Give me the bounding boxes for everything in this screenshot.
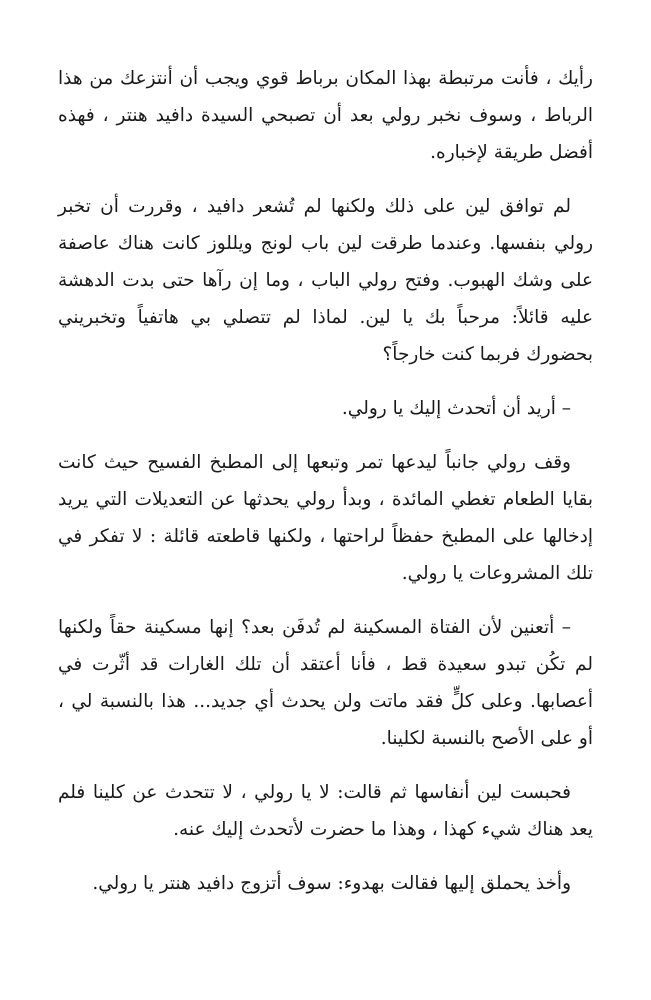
paragraph-2: لم توافق لين على ذلك ولكنها لم تُشعر دافيد ، وقررت أن تخبر رولي بنفسها. وعندما طرقت لين باب لونج ويللوز كانت هناك عاصفة على وشك الهبوب. وفتح رولي الباب ، وما إن رآها حتى بدت الدهشة عليه قائلاً: مرحباً بك يا لين. لماذا لم تتصلي بي هاتفياً وتخبريني بحضورك فربما كنت خارجاً؟	[58, 196, 593, 365]
paragraph-3-dialogue: – أريد أن أتحدث إليك يا رولي.	[341, 398, 571, 419]
paragraph-5-dialogue: – أتعنين لأن الفتاة المسكينة لم تُدفَن بعد؟ إنها مسكينة حقاً ولكنها لم تكُن تبدو سعيدة قط ، فأنا أعتقد أن تلك الغارات قد أثّرت في أعصابها. وعلى كلٍّ فقد ماتت ولن يحدث أي جديد... هذا بالنسبة لي ، أو على الأصح بالنسبة لكلينا.	[58, 617, 593, 749]
paragraph-6: فحبست لين أنفاسها ثم قالت: لا يا رولي ، لا تتحدث عن كلينا فلم يعد هناك شيء كهذا ، وهذا ما حضرت لأتحدث إليك عنه.	[58, 782, 593, 840]
paragraph-1: رأيك ، فأنت مرتبطة بهذا المكان برباط قوي ويجب أن أنتزعك من هذا الرباط ، وسوف نخبر رولي بعد أن تصبحي السيدة دافيد هنتر ، فهذه أفضل طريقة لإخباره.	[58, 68, 593, 163]
paragraph-7: وأخذ يحملق إليها فقالت بهدوء: سوف أتزوج دافيد هنتر يا رولي.	[92, 873, 571, 894]
paragraph-4: وقف رولي جانباً ليدعها تمر وتبعها إلى المطبخ الفسيح حيث كانت بقايا الطعام تغطي المائدة ، وبدأ رولي يحدثها عن التعديلات التي يريد إدخالها على المطبخ حفظاً لراحتها ، ولكنها قاطعته قائلة : لا تفكر في تلك المشروعات يا رولي.	[58, 452, 593, 584]
